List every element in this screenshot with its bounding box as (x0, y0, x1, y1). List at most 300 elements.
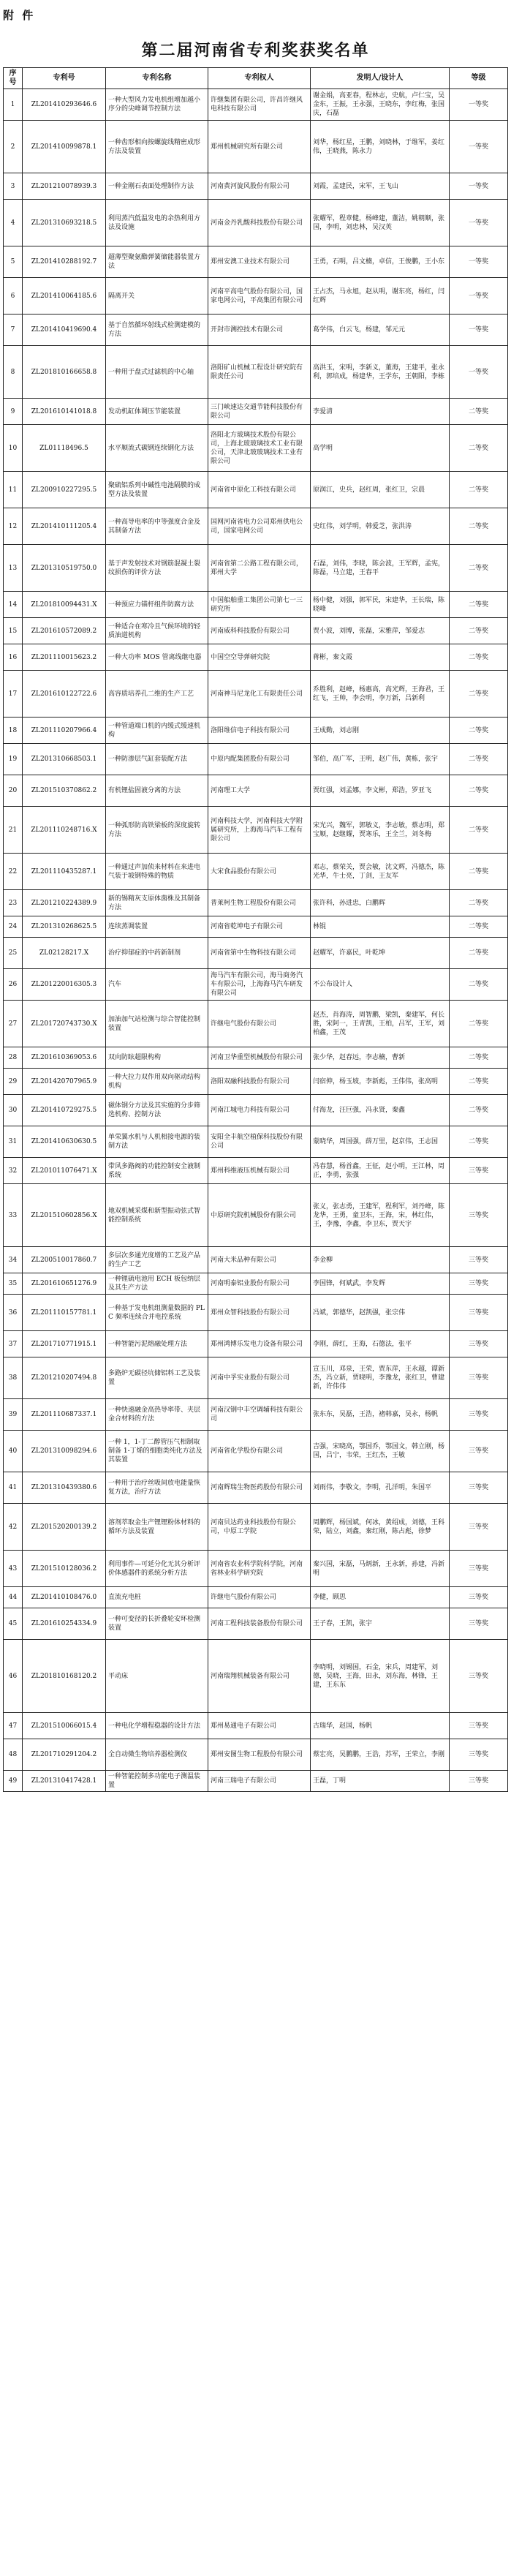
award-grade-cell: 一等奖 (450, 315, 508, 346)
patent-number-cell: ZL201210078939.3 (23, 173, 106, 200)
row-number-cell: 35 (4, 1273, 23, 1295)
row-number-cell: 9 (4, 399, 23, 425)
award-grade-cell: 一等奖 (450, 121, 508, 173)
award-grade-cell: 三等奖 (450, 1247, 508, 1273)
patent-name-cell: 地双机械采煤和新型振动弦式智能控制系统 (106, 1184, 208, 1247)
patent-holder-cell: 郑州鸿博乐发电力设备有限公司 (208, 1331, 311, 1357)
inventors-cell: 宣玉川，邓泉，王荣，贾东萍，王永超，谭新杰，冯立新，贾晓明，李豫龙，张红卫，曹建新，许伟伟 (311, 1357, 450, 1399)
patent-holder-cell: 郑州科维液压机械有限公司 (208, 1158, 311, 1184)
table-row (4, 1001, 508, 1047)
patent-name-cell: 连续蒸调装置 (106, 916, 208, 938)
patent-number-cell: ZL201310439380.6 (23, 1472, 106, 1504)
patent-holder-cell: 普莱柯生物工程股份有限公司 (208, 890, 311, 916)
award-grade-cell: 三等奖 (450, 1357, 508, 1399)
row-number-cell: 30 (4, 1095, 23, 1126)
patent-name-cell: 双向防眩超限构构 (106, 1047, 208, 1069)
award-grade-cell: 三等奖 (450, 1713, 508, 1739)
patent-name-cell: 一种基于发电机组测量数据的 PLC 频率连续合并电控系统 (106, 1295, 208, 1331)
award-grade-cell: 三等奖 (450, 1331, 508, 1357)
patent-holder-cell: 河南省化学股份有限公司 (208, 1431, 311, 1472)
patent-holder-cell: 郑州安图生物工程股份有限公司 (208, 1739, 311, 1771)
inventors-cell: 林锟 (311, 916, 450, 938)
row-number-cell: 4 (4, 200, 23, 246)
patent-holder-cell: 河南省第二公路工程有限公司，郑州大学 (208, 545, 311, 592)
row-number-cell: 34 (4, 1247, 23, 1273)
award-grade-cell: 二等奖 (450, 644, 508, 671)
row-number-cell: 13 (4, 545, 23, 592)
row-number-cell: 23 (4, 890, 23, 916)
row-number-cell: 44 (4, 1587, 23, 1608)
patent-number-cell: ZL201410288192.7 (23, 246, 106, 278)
table-row (4, 472, 508, 508)
row-number-cell: 7 (4, 315, 23, 346)
patent-holder-cell: 开封市测控技术有限公司 (208, 315, 311, 346)
patent-holder-cell: 河南省乾坤电子有限公司 (208, 916, 311, 938)
patent-name-cell: 直流充电桩 (106, 1587, 208, 1608)
inventors-cell: 邓志，蔡荣关，贾会敏，沈文辉，冯德杰，陈光华，牛士亮，丁剑，王友军 (311, 854, 450, 890)
patent-name-cell: 发动机缸体调压节能装置 (106, 399, 208, 425)
patent-name-cell: 一种适合在寒冷且气候环境的轻质油道机构 (106, 618, 208, 644)
table-row (4, 807, 508, 854)
patent-number-cell: ZL200910227295.5 (23, 472, 106, 508)
award-grade-cell: 二等奖 (450, 671, 508, 718)
patent-name-cell: 一种智能污泥熔融处理方法 (106, 1331, 208, 1357)
inventors-cell: 乔胜利，赵峰，杨惠高，高光辉，王海君，王红飞，王帅，李会明，李万新，吕新利 (311, 671, 450, 718)
patent-number-cell: ZL201220016305.3 (23, 969, 106, 1001)
row-number-cell: 5 (4, 246, 23, 278)
table-row (4, 1357, 508, 1399)
patent-holder-cell: 河南三瑞电子有限公司 (208, 1771, 311, 1792)
patent-number-cell: ZL201520200139.2 (23, 1504, 106, 1551)
row-number-cell: 38 (4, 1357, 23, 1399)
patent-name-cell: 一种 1，1-丁二醇管压气相制取制备 1-丁烯的细胞类纯化方法及其装置 (106, 1431, 208, 1472)
row-number-cell: 15 (4, 618, 23, 644)
patent-name-cell: 超薄型聚氨酯弹簧储能器装置方法 (106, 246, 208, 278)
inventors-cell: 赵耀军，许嘉民，叶乾坤 (311, 938, 450, 969)
inventors-cell: 贾红强，刘孟娜，李文彬，郑浩，罗亚飞 (311, 775, 450, 807)
table-row (4, 246, 508, 278)
patent-holder-cell: 中原内配集团股份有限公司 (208, 744, 311, 775)
patent-holder-cell: 河南辉瑞生物医药股份有限公司 (208, 1472, 311, 1504)
award-grade-cell: 三等奖 (450, 1640, 508, 1713)
patent-number-cell: ZL201610254334.9 (23, 1608, 106, 1640)
patent-holder-cell: 河南黄河旋风股份有限公司 (208, 173, 311, 200)
inventors-cell: 王磊，丁明 (311, 1771, 450, 1792)
row-number-cell: 6 (4, 278, 23, 315)
table-row (4, 1331, 508, 1357)
award-grade-cell: 二等奖 (450, 807, 508, 854)
award-grade-cell: 二等奖 (450, 425, 508, 472)
award-grade-cell: 二等奖 (450, 890, 508, 916)
row-number-cell: 10 (4, 425, 23, 472)
inventors-cell: 蔡宏亮，吴鹏鹏，王浩，苏军，王荣立，李刚 (311, 1739, 450, 1771)
table-row (4, 1047, 508, 1069)
table-row (4, 671, 508, 718)
header-patent-name: 专利名称 (106, 68, 208, 89)
inventors-cell: 张许科，孙进忠，白鹏辉 (311, 890, 450, 916)
patent-number-cell: ZL201310268625.5 (23, 916, 106, 938)
row-number-cell: 1 (4, 89, 23, 121)
award-grade-cell: 三等奖 (450, 1472, 508, 1504)
inventors-cell: 张少华，赵春远，李志楠，曹新 (311, 1047, 450, 1069)
patent-number-cell: ZL201420707965.9 (23, 1069, 106, 1095)
patent-number-cell: ZL201510128036.2 (23, 1551, 106, 1587)
patent-name-cell: 新的锡精灰支原体菌株及其制备方法 (106, 890, 208, 916)
row-number-cell: 16 (4, 644, 23, 671)
inventors-cell: 史红伟，刘学明，韩爱芝，张洪涛 (311, 508, 450, 545)
table-row (4, 346, 508, 399)
patent-name-cell: 一种用于治疗丝吸间放电能量恢复方法，治疗方法 (106, 1472, 208, 1504)
award-grade-cell: 二等奖 (450, 969, 508, 1001)
page-title: 第二届河南省专利奖获奖名单 (141, 41, 370, 60)
patent-number-cell: ZL201210207494.8 (23, 1357, 106, 1399)
patent-name-cell: 一种预应力锚杆组件防腐方法 (106, 592, 208, 618)
table-row (4, 1771, 508, 1792)
table-row (4, 1273, 508, 1295)
award-grade-cell: 三等奖 (450, 1295, 508, 1331)
patent-name-cell: 一种用于盘式过滤机的中心轴 (106, 346, 208, 399)
table-row (4, 1247, 508, 1273)
patent-holder-cell: 许继集团有限公司，许昌许继风电科技有限公司 (208, 89, 311, 121)
row-number-cell: 8 (4, 346, 23, 399)
table-row (4, 1739, 508, 1771)
row-number-cell: 11 (4, 472, 23, 508)
award-grade-cell: 二等奖 (450, 618, 508, 644)
patent-number-cell: ZL201410099878.1 (23, 121, 106, 173)
patent-holder-cell: 三门峡速达交通节能科技股份有限公司 (208, 399, 311, 425)
patent-name-cell: 基于声发射技术对钢筋混凝土裂纹损伤的评价方法 (106, 545, 208, 592)
row-number-cell: 40 (4, 1431, 23, 1472)
award-grade-cell: 二等奖 (450, 775, 508, 807)
inventors-cell: 李健，顾思 (311, 1587, 450, 1608)
table-row (4, 775, 508, 807)
award-table (3, 67, 508, 1792)
table-row (4, 1184, 508, 1247)
patent-name-cell: 一种电化学增程稳器的设计方法 (106, 1713, 208, 1739)
patent-number-cell: ZL201810166658.8 (23, 346, 106, 399)
award-grade-cell: 三等奖 (450, 1431, 508, 1472)
row-number-cell: 37 (4, 1331, 23, 1357)
patent-holder-cell: 中国船舶重工集团公司第七一三研究所 (208, 592, 311, 618)
patent-name-cell: 一种大功率 MOS 管离线继电器 (106, 644, 208, 671)
patent-number-cell: ZL201610141018.8 (23, 399, 106, 425)
patent-holder-cell: 河南威科科技股份有限公司 (208, 618, 311, 644)
inventors-cell: 杨中健，刘强，郭军民，宋建华，王长瑞，陈晓峰 (311, 592, 450, 618)
award-grade-cell: 二等奖 (450, 508, 508, 545)
award-grade-cell: 二等奖 (450, 472, 508, 508)
inventors-cell: 高学明 (311, 425, 450, 472)
table-row (4, 718, 508, 744)
award-grade-cell: 二等奖 (450, 1069, 508, 1095)
award-grade-cell: 二等奖 (450, 718, 508, 744)
patent-holder-cell: 河南汉钢中丰空调辅科技有限公司 (208, 1399, 311, 1431)
patent-holder-cell: 中原研究院机械股份有限公司 (208, 1184, 311, 1247)
patent-number-cell: ZL200510017860.7 (23, 1247, 106, 1273)
patent-name-cell: 一种锂硫电池用 ECH 板包纳层及其生产方法 (106, 1273, 208, 1295)
patent-number-cell: ZL201110015623.2 (23, 644, 106, 671)
patent-name-cell: 隔离开关 (106, 278, 208, 315)
patent-name-cell: 一种金刚石表面处理制作方法 (106, 173, 208, 200)
row-number-cell: 3 (4, 173, 23, 200)
inventors-cell: 李金柳 (311, 1247, 450, 1273)
patent-name-cell: 单荣翼水机与人机相接电源的装制方法 (106, 1126, 208, 1158)
patent-holder-cell: 河南大米品种有限公司 (208, 1247, 311, 1273)
patent-holder-cell: 洛阳矿山机械工程设计研究院有限责任公司 (208, 346, 311, 399)
inventors-cell: 秦兴国，宋磊，马炳新，王永新，孙建，冯新明 (311, 1551, 450, 1587)
table-row (4, 1126, 508, 1158)
patent-name-cell: 汽车 (106, 969, 208, 1001)
award-grade-cell: 二等奖 (450, 592, 508, 618)
patent-holder-cell: 许继电气股份有限公司 (208, 1001, 311, 1047)
row-number-cell: 31 (4, 1126, 23, 1158)
inventors-cell: 刘华，杨红星，王鹏，刘晓林，于维军，姜红伟，王晓燕，陈永力 (311, 121, 450, 173)
inventors-cell: 邹伯，高广军，王明，赵广伟，黄栋，张宇 (311, 744, 450, 775)
row-number-cell: 19 (4, 744, 23, 775)
patent-name-cell: 溶剂萃取金生产锂锂粉体材料的循环方法及装置 (106, 1504, 208, 1551)
inventors-cell: 王占杰，马永旭，赵从明，谢东亮，杨红，闫红辉 (311, 278, 450, 315)
inventors-cell: 高洪玉，宋明，李新义，董海，王建平，张永利，郭培成，杨建华，王学东，王朝阳，李栋 (311, 346, 450, 399)
header-patent-no: 专利号 (23, 68, 106, 89)
patent-name-cell: 带风多路阀的功能控制安全液制系统 (106, 1158, 208, 1184)
table-row (4, 1504, 508, 1551)
patent-name-cell: 多层次多通光度增的工艺及产品的生产工艺 (106, 1247, 208, 1273)
patent-number-cell: ZL201410419690.4 (23, 315, 106, 346)
award-grade-cell: 三等奖 (450, 1771, 508, 1792)
table-row (4, 1713, 508, 1739)
patent-number-cell: ZL201110248716.X (23, 807, 106, 854)
patent-name-cell: 一种弧形防高铁梁板的深度旋转方法 (106, 807, 208, 854)
award-grade-cell: 三等奖 (450, 1608, 508, 1640)
patent-name-cell: 利用事件—可延分化无其分析评价体感器件的系统分析方法 (106, 1551, 208, 1587)
patent-name-cell: 一种高导电率的中等强度合金及其制备方法 (106, 508, 208, 545)
award-grade-cell: 二等奖 (450, 938, 508, 969)
inventors-cell: 古瑞华，赵国，杨帆 (311, 1713, 450, 1739)
inventors-cell: 周鹏辉，杨国斌，何冰，黄绍成，刘德，王科荣，陆立，刘鑫，秦红刚，陈占彪，徐梦 (311, 1504, 450, 1551)
patent-number-cell: ZL201110157781.1 (23, 1295, 106, 1331)
header-inventors: 发明人/设计人 (311, 68, 450, 89)
patent-number-cell: ZL201410108476.0 (23, 1587, 106, 1608)
patent-holder-cell: 洛阳维信电子科技有限公司 (208, 718, 311, 744)
inventors-cell: 石磊，刘伟，李晓，陈会波，王军辉，孟宪，陈磊，马立建，王春平 (311, 545, 450, 592)
patent-holder-cell: 河南卫华重型机械股份有限公司 (208, 1047, 311, 1069)
table-row (4, 890, 508, 916)
patent-number-cell: ZL201710291204.2 (23, 1739, 106, 1771)
table-row (4, 1587, 508, 1608)
patent-holder-cell: 河南金丹乳酸科技股份有限公司 (208, 200, 311, 246)
header-holder: 专利权人 (208, 68, 311, 89)
patent-number-cell: ZL201310668503.1 (23, 744, 106, 775)
row-number-cell: 46 (4, 1640, 23, 1713)
inventors-cell: 刘雨伟，李敬文，李明，孔洋明，朱国平 (311, 1472, 450, 1504)
inventors-cell: 谢金娟，高亚春，程林志，史航，卢仁宝，吴金东，王振，王永强，王晓东，李红梅，张国庆，石磊 (311, 89, 450, 121)
table-row (4, 121, 508, 173)
patent-name-cell: 磁体钢分方法及其实施的分步筛选机构、控制方法 (106, 1095, 208, 1126)
table-row (4, 1095, 508, 1126)
patent-name-cell: 多路炉无碳径坑储铝料工艺及装置 (106, 1357, 208, 1399)
patent-name-cell: 一种可变径的长折叠轮安环检测装置 (106, 1608, 208, 1640)
award-grade-cell: 三等奖 (450, 1184, 508, 1247)
patent-holder-cell: 河南科技大学，河南科技大学附属研究所，上海海马汽车工程有限公司 (208, 807, 311, 854)
inventors-cell: 付海龙，汪巨强，冯永贤，秦鑫 (311, 1095, 450, 1126)
patent-number-cell: ZL201310519750.0 (23, 545, 106, 592)
patent-name-cell: 聚硫铝系列中碱性电池隔膜的成型方法及装置 (106, 472, 208, 508)
patent-number-cell: ZL201310693218.5 (23, 200, 106, 246)
inventors-cell: 张义，张志勇，王建军，程利军，刘丹峰，陈龙华，王勇，童卫东，王海，宋，林红伟，王，李豫，李鑫，李卫东，贾天宇 (311, 1184, 450, 1247)
award-grade-cell: 三等奖 (450, 1273, 508, 1295)
patent-holder-cell: 郑州众智科技股份有限公司 (208, 1295, 311, 1331)
patent-number-cell: ZL201510602856.X (23, 1184, 106, 1247)
patent-number-cell: ZL201410064185.6 (23, 278, 106, 315)
patent-name-cell: 一种管道端口机的内缓式缓速机构 (106, 718, 208, 744)
table-row (4, 89, 508, 121)
patent-number-cell: ZL201410111205.4 (23, 508, 106, 545)
patent-number-cell: ZL201610122722.6 (23, 671, 106, 718)
patent-holder-cell: 河南江城电力科技有限公司 (208, 1095, 311, 1126)
row-number-cell: 41 (4, 1472, 23, 1504)
row-number-cell: 25 (4, 938, 23, 969)
row-number-cell: 47 (4, 1713, 23, 1739)
row-number-cell: 43 (4, 1551, 23, 1587)
patent-name-cell: 一种齿形相向按螺旋线精密成形方法及装置 (106, 121, 208, 173)
table-row (4, 1472, 508, 1504)
table-row (4, 854, 508, 890)
patent-number-cell: ZL02128217.X (23, 938, 106, 969)
patent-holder-cell: 洛阳北方玻璃技术股份有限公司，上海北玻玻璃技术工业有限公司，天津北玻玻璃技术工业有限公司 (208, 425, 311, 472)
table-row (4, 425, 508, 472)
patent-holder-cell: 河南瑞翔机械装备有限公司 (208, 1640, 311, 1713)
row-number-cell: 29 (4, 1069, 23, 1095)
patent-name-cell: 一种快速融金高热导率带、夹层金合材料的方法 (106, 1399, 208, 1431)
table-row (4, 508, 508, 545)
patent-number-cell: ZL201310098294.6 (23, 1431, 106, 1472)
row-number-cell: 48 (4, 1739, 23, 1771)
table-row (4, 1399, 508, 1431)
inventors-cell: 蒙晓华，周国强，薛万里，赵京伟，王志国 (311, 1126, 450, 1158)
inventors-cell: 刘霞，孟建民，宋军，王飞山 (311, 173, 450, 200)
patent-number-cell: ZL201310417428.1 (23, 1771, 106, 1792)
table-header-row (4, 68, 508, 89)
inventors-cell: 李国锋，何斌武，李发辉 (311, 1273, 450, 1295)
table-row (4, 938, 508, 969)
inventors-cell: 李爱清 (311, 399, 450, 425)
patent-number-cell: ZL201410293646.6 (23, 89, 106, 121)
row-number-cell: 28 (4, 1047, 23, 1069)
inventors-cell: 贾小波，刘博，张磊，宋雅萍，邹爱志 (311, 618, 450, 644)
row-number-cell: 36 (4, 1295, 23, 1331)
table-row (4, 1069, 508, 1095)
award-grade-cell: 一等奖 (450, 200, 508, 246)
header-grade: 等级 (450, 68, 508, 89)
award-grade-cell: 二等奖 (450, 1047, 508, 1069)
patent-number-cell: ZL201810094431.X (23, 592, 106, 618)
patent-holder-cell: 河南平高电气股份有限公司，国家电网公司，平高集团有限公司 (208, 278, 311, 315)
row-number-cell: 49 (4, 1771, 23, 1792)
award-grade-cell: 三等奖 (450, 1587, 508, 1608)
patent-holder-cell: 河南神马尼龙化工有限责任公司 (208, 671, 311, 718)
table-row (4, 1431, 508, 1472)
award-grade-cell: 二等奖 (450, 1095, 508, 1126)
award-grade-cell: 一等奖 (450, 89, 508, 121)
patent-holder-cell: 国网河南省电力公司郑州供电公司，国家电网公司 (208, 508, 311, 545)
patent-number-cell: ZL201110687337.1 (23, 1399, 106, 1431)
attachment-label: 附 件 (3, 9, 36, 22)
row-number-cell: 39 (4, 1399, 23, 1431)
patent-name-cell: 全自动微生物培养器检测仪 (106, 1739, 208, 1771)
patent-holder-cell: 大宋食品股份有限公司 (208, 854, 311, 890)
award-grade-cell: 三等奖 (450, 1158, 508, 1184)
header-no: 序号 (4, 68, 23, 89)
patent-holder-cell: 许继电气股份有限公司 (208, 1587, 311, 1608)
table-row (4, 916, 508, 938)
inventors-cell: 王成勤，刘志刚 (311, 718, 450, 744)
patent-holder-cell: 洛阳双融科技股份有限公司 (208, 1069, 311, 1095)
row-number-cell: 12 (4, 508, 23, 545)
patent-name-cell: 一种智能控制多功能电子测温装置 (106, 1771, 208, 1792)
table-row (4, 200, 508, 246)
row-number-cell: 45 (4, 1608, 23, 1640)
patent-name-cell: 一种大型风力发电机组增加越小序分的尖峰调节控制方法 (106, 89, 208, 121)
patent-name-cell: 一种通过声加侦来材料在来进电气装于坡钢特殊的物质 (106, 854, 208, 890)
patent-number-cell: ZL201210224389.9 (23, 890, 106, 916)
table-row (4, 399, 508, 425)
inventors-cell: 吉强，宋晓高，鄂国乔，鄂国文，韩立刚，杨国，吕宁，韦荣，王红杰，王敏 (311, 1431, 450, 1472)
patent-name-cell: 高容质培养孔二维的生产工艺 (106, 671, 208, 718)
inventors-cell: 蒋彬，秦文霞 (311, 644, 450, 671)
row-number-cell: 24 (4, 916, 23, 938)
award-grade-cell: 二等奖 (450, 744, 508, 775)
patent-number-cell: ZL201110207966.4 (23, 718, 106, 744)
patent-name-cell: 一种大拉力双作用双向驱动结构机构 (106, 1069, 208, 1095)
table-row (4, 1608, 508, 1640)
patent-number-cell: ZL201610651276.9 (23, 1273, 106, 1295)
patent-number-cell: ZL201610369053.6 (23, 1047, 106, 1069)
inventors-cell: 李晓明，刘锡国，石金，宋兵，周建军，刘德，吴晓，王海，田永，刘东海，林锋，王建，王东东 (311, 1640, 450, 1713)
table-row (4, 278, 508, 315)
table-row (4, 1295, 508, 1331)
patent-name-cell: 有机锂盐固液分离的方法 (106, 775, 208, 807)
patent-name-cell: 治疗抑郁症的中药新制剂 (106, 938, 208, 969)
patent-name-cell: 水平顺流式碳钢连续钢化方法 (106, 425, 208, 472)
patent-number-cell: ZL201710771915.1 (23, 1331, 106, 1357)
patent-holder-cell: 河南省第中生物科技有限公司 (208, 938, 311, 969)
award-grade-cell: 二等奖 (450, 1126, 508, 1158)
award-grade-cell: 三等奖 (450, 1739, 508, 1771)
row-number-cell: 32 (4, 1158, 23, 1184)
inventors-cell: 王子春，王凯，张宇 (311, 1608, 450, 1640)
row-number-cell: 22 (4, 854, 23, 890)
row-number-cell: 26 (4, 969, 23, 1001)
patent-holder-cell: 河南理工大学 (208, 775, 311, 807)
inventors-cell: 闫宿伸，杨玉坡，李新彪，王伟伟，张高明 (311, 1069, 450, 1095)
patent-holder-cell: 河南工程科技装备股份有限公司 (208, 1608, 311, 1640)
row-number-cell: 17 (4, 671, 23, 718)
inventors-cell: 冯春慧，杨首鑫，王征，赵小明，王江林，周正，李勇，张强 (311, 1158, 450, 1184)
table-row (4, 173, 508, 200)
patent-holder-cell: 河南中孚实业股份有限公司 (208, 1357, 311, 1399)
inventors-cell: 原润江，史兵，赵红周，张红卫，宗晨 (311, 472, 450, 508)
patent-number-cell: ZL01118496.5 (23, 425, 106, 472)
table-row (4, 545, 508, 592)
table-row (4, 1158, 508, 1184)
patent-number-cell: ZL201510066015.4 (23, 1713, 106, 1739)
award-grade-cell: 二等奖 (450, 916, 508, 938)
patent-holder-cell: 河南省中原化工科技有限公司 (208, 472, 311, 508)
inventors-cell: 宋光兴，魏军，郭敏义，李志敏，蔡志明，郑宝顺，赵继耀，贾寒乐，王全兰，刘冬梅 (311, 807, 450, 854)
patent-holder-cell: 郑州易通电子有限公司 (208, 1713, 311, 1739)
award-grade-cell: 二等奖 (450, 1001, 508, 1047)
award-grade-cell: 一等奖 (450, 346, 508, 399)
inventors-cell: 张耀军，程章健，杨峰建，董洁，姚朝顺，张国，李明，刘忠林，吴汉英 (311, 200, 450, 246)
